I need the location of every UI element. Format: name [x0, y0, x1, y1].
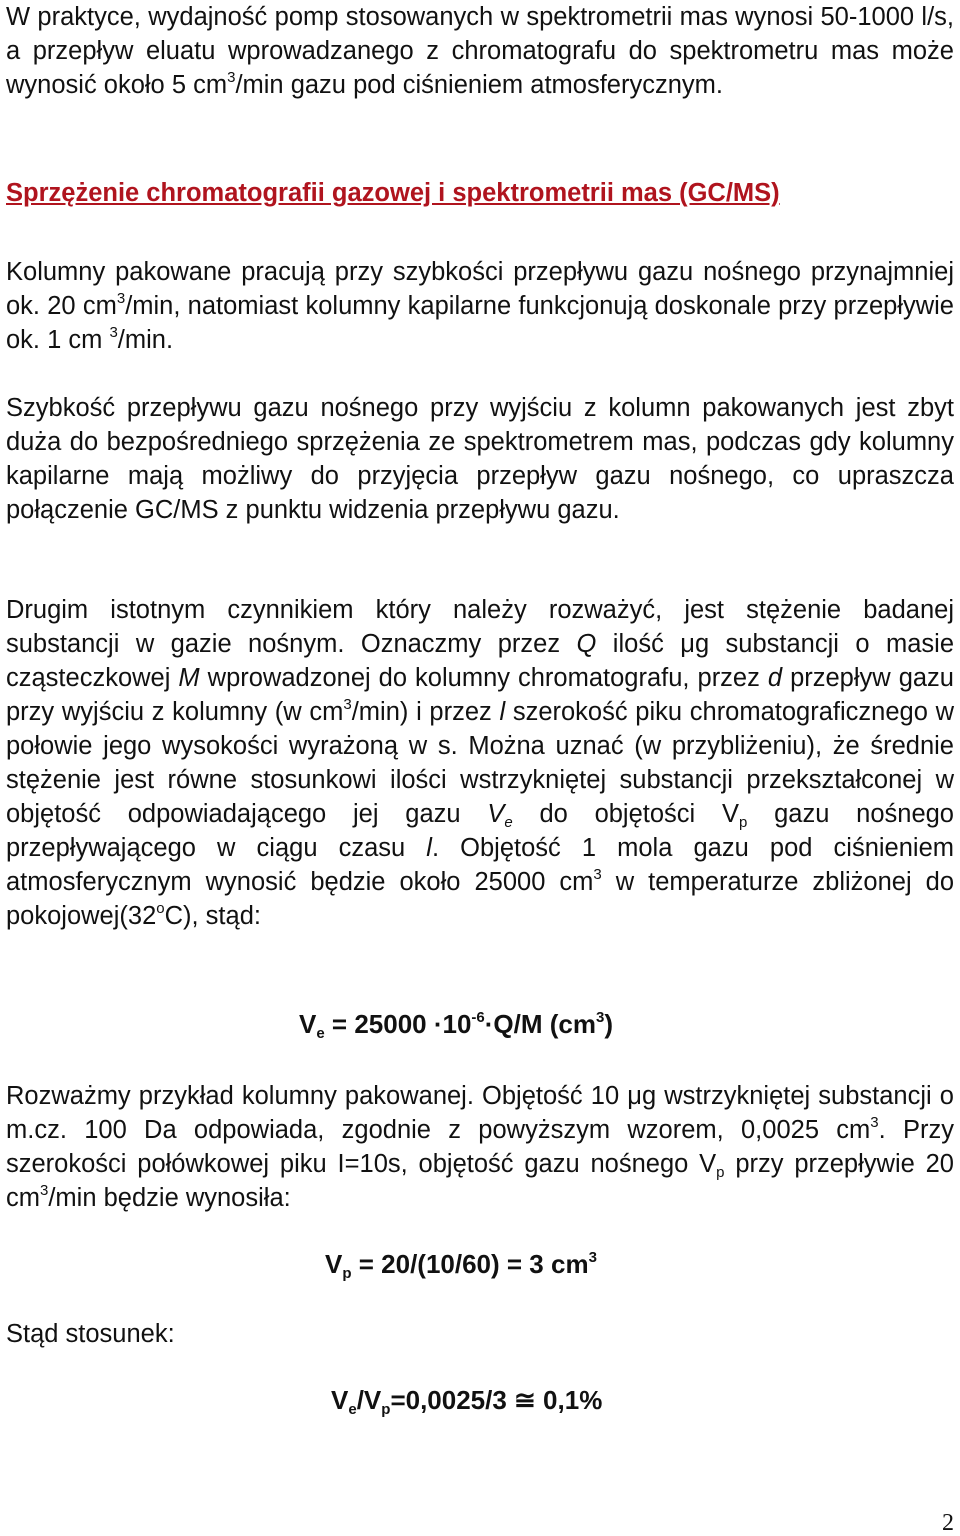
subscript: p	[342, 1265, 352, 1282]
text-run: wprowadzonej do kolumny chromatografu, przez	[199, 664, 768, 692]
text-run: ilość μg substancji o masie cząsteczkowej	[6, 630, 955, 692]
text-run: gazu nośnego przepływającego w ciągu czasu	[6, 800, 954, 862]
text-run: =0,0025/3 ≅ 0,1%	[390, 1385, 603, 1415]
variable-q: Q	[576, 630, 597, 658]
subscript: e	[504, 814, 513, 831]
paragraph-carrier-gas-speed: Szybkość przepływu gazu nośnego przy wyjściu z kolumn pakowanych jest zbyt duża do bezpośredniego sprzężenia ze spektrometrem mas, podczas gdy kolumny kapilarne mają możliwy do przyjęcia przepływ gazu nośnego, co upraszcza połączenie GC/MS z punktu widzenia przepływu gazu.	[6, 394, 954, 524]
text-run: = 20/(10/60) = 3 cm	[351, 1249, 589, 1279]
text-run: V	[325, 1249, 343, 1279]
paragraph-pump-efficiency	[6, 0, 954, 102]
subscript: e	[348, 1401, 357, 1418]
paragraph-concentration	[6, 593, 954, 933]
text-run: . Przy szerokości połówkowej piku I=10s, objętość gazu nośnego V	[6, 1116, 954, 1178]
superscript: 3	[109, 324, 118, 341]
superscript: -6	[471, 1009, 485, 1026]
superscript: 3	[870, 1114, 879, 1131]
paragraph-example	[6, 1079, 954, 1215]
text-run: V	[299, 1009, 317, 1039]
equation-ratio	[331, 1385, 602, 1416]
text-run: /min.	[117, 326, 174, 354]
text-run: W praktyce, wydajność pomp stosowanych w spektrometrii mas wynosi 50-1000 l/s, a przepływ eluatu wprowadzanego z chromatografu do spektrometru mas może wynosić około 5 cm	[6, 3, 954, 99]
text-run: /V	[356, 1385, 382, 1415]
text-run: w temperaturze zbliżonej do pokojowej(32	[6, 868, 954, 930]
superscript: o	[156, 900, 165, 917]
text-run: )	[604, 1009, 614, 1039]
text-run: . Objętość 1 mola gazu pod ciśnieniem atmosferycznym wynosić będzie około 25000 cm	[6, 834, 954, 896]
variable-m: M	[178, 664, 200, 692]
text-run: = 25000 ·10	[324, 1009, 472, 1039]
superscript: 3	[227, 69, 236, 86]
variable-ve: V	[487, 800, 505, 828]
text-run: przy przepływie 20 cm	[6, 1150, 954, 1212]
text-run: przepływ gazu przy wyjściu z kolumny (w cm	[6, 664, 954, 726]
text-run: Drugim istotnym czynnikiem który należy rozważyć, jest stężenie badanej substancji w gazie nośnym. Oznaczmy przez	[6, 596, 954, 658]
subscript: p	[716, 1164, 725, 1181]
text-run: szerokość piku chromatograficznego w połowie jego wysokości wyrażoną w s. Można uznać (w przybliżeniu), że średnie stężenie jest równe stosunkowi ilości wstrzykniętej substancji przekształconej w objętość odpowiadającego jej gazu	[6, 698, 954, 828]
subscript: e	[316, 1025, 325, 1042]
text-run: ·Q/M (cm	[484, 1009, 596, 1039]
text-run: /min gazu pod ciśnieniem atmosferycznym.	[235, 71, 723, 99]
variable-l: l	[499, 698, 506, 726]
text-run: /min) i przez	[351, 698, 500, 726]
subscript: p	[738, 814, 748, 831]
superscript: 3	[588, 1249, 597, 1266]
text-run: do objętości V	[512, 800, 739, 828]
text-run: V	[331, 1385, 349, 1415]
paragraph-column-flow	[6, 255, 954, 357]
page-number: 2	[942, 1510, 954, 1536]
text-run: /min, natomiast kolumny kapilarne funkcjonują doskonale przy przepływie ok. 1 cm	[6, 292, 954, 354]
superscript: 3	[40, 1182, 49, 1199]
text-run: C), stąd:	[164, 902, 261, 930]
section-heading: Sprzężenie chromatografii gazowej i spektrometrii mas (GC/MS)	[6, 179, 780, 207]
subscript: p	[381, 1401, 391, 1418]
text-run: Kolumny pakowane pracują przy szybkości przepływu gazu nośnego przynajmniej ok. 20 cm	[6, 258, 954, 320]
equation-vp	[325, 1249, 597, 1280]
paragraph-ratio-intro: Stąd stosunek:	[6, 1320, 175, 1348]
superscript: 3	[116, 290, 126, 307]
superscript: 3	[343, 696, 352, 713]
variable-l: l	[426, 834, 432, 862]
text-run: /min będzie wynosiła:	[48, 1184, 291, 1212]
superscript: 3	[596, 1009, 605, 1026]
text-run: Rozważmy przykład kolumny pakowanej. Objętość 10 μg wstrzykniętej substancji o m.cz. 100 Da odpowiada, zgodnie z powyższym wzorem, 0,0025 cm	[6, 1082, 954, 1144]
variable-d: d	[767, 664, 783, 692]
superscript: 3	[593, 866, 602, 883]
equation-ve	[299, 1009, 613, 1040]
